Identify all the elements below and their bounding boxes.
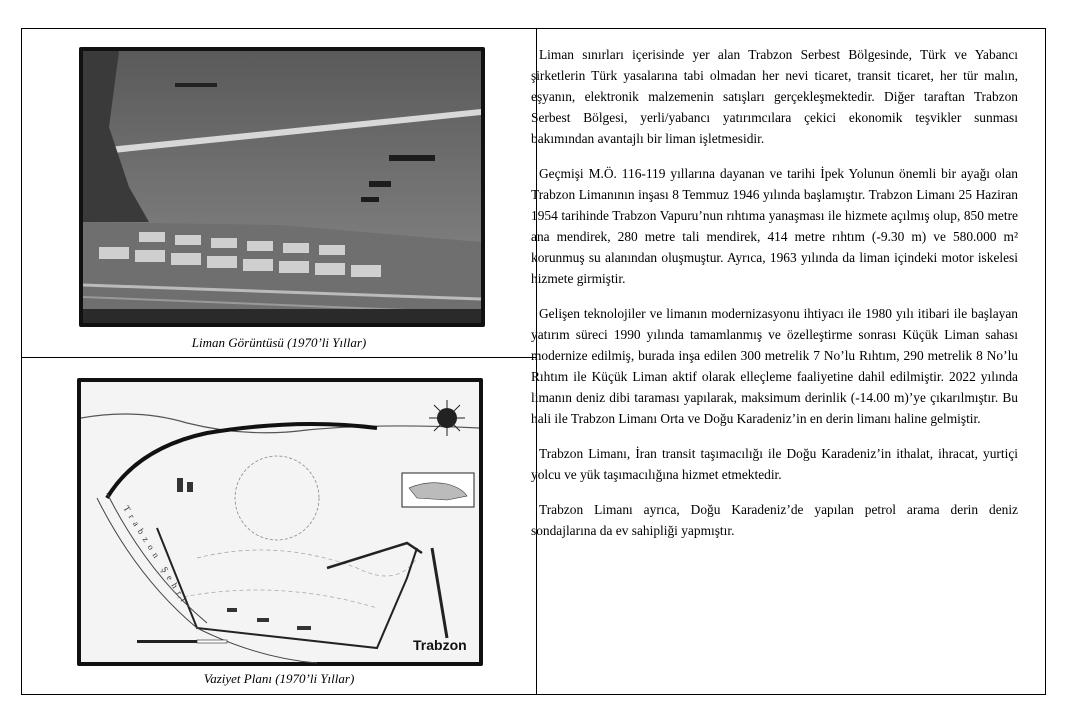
harbor-photo (79, 47, 485, 327)
map-district-label: Trabzon Şehri (121, 503, 192, 608)
map-city-label: Trabzon (413, 637, 467, 653)
photo-caption: Liman Görüntüsü (1970’li Yıllar) (191, 335, 367, 350)
paragraph: Liman sınırları içerisinde yer alan Trabzon Serbest Bölgesinde, Türk ve Yabancı şirketlerin Türk yasalarına tabi olmadan her nevi ticaret, transit ticaret, her tür malın, eşyanın, elektronik malzemenin satışları gerçekleşmektedir. Diğer taraftan Trabzon Serbest Bölgesi, yerli/yabancı yatırımcılara çekici ekonomik teşvikler sunması bakımından avantajlı bir liman işletmesidir. (531, 47, 1018, 146)
paragraph: Geçmişi M.Ö. 116-119 yıllarına dayanan ve tarihi İpek Yolunun önemli bir ayağı olan Trabzon Limanının inşası 8 Temmuz 1946 yılında başlamıştır. Trabzon Limanı 25 Haziran 1954 tarihinde Trabzon Vapuru’nun rıhtıma yanaşması ile hizmete açılmış olup, 850 metre ana mendirek, 280 metre tali mendirek, 414 metre rıhtım (-9.30 m) ve 580.000 m² korunmuş su alanından oluşmuştur. Ayrıca, 1963 yılında da liman içindeki motor iskelesi hizmete girmiştir. (531, 166, 1018, 286)
paragraph: Gelişen teknolojiler ve limanın modernizasyonu ihtiyacı ile 1980 yılı itibari ile başlayan yatırım süreci 1990 yılında tamamlanmış ve özelleştirme sonrası Küçük Liman sahası modernize edilmiş, burada inşa edilen 300 metrelik 7 No’lu Rıhtım, 290 metrelik 8 No’lu Rıhtım ile Küçük Liman aktif olarak elleçleme faaliyetine dahil edilmiştir. 2022 yılında limanın deniz dibi taraması yapılarak, maksimum derinlik (-14.00 m)’ye çıkarılmıştır. Bu hali ile Trabzon Limanı Orta ve Doğu Karadeniz’in en derin limanı haline gelmiştir. (531, 306, 1018, 426)
compass-rose-icon (429, 400, 465, 436)
row-divider (22, 357, 536, 358)
paragraph: Trabzon Limanı ayrıca, Doğu Karadeniz’de yapılan petrol arama derin deniz sondajlarına da ev sahipliği yapmıştır. (531, 502, 1018, 538)
plan-caption: Vaziyet Planı (1970’li Yıllar) (203, 671, 355, 686)
site-plan-map (77, 378, 483, 666)
scale-bar (137, 640, 227, 643)
text-column (531, 44, 1018, 555)
paragraph: Trabzon Limanı, İran transit taşımacılığı ile Doğu Karadeniz’in ithalat, ihracat, yurtiçi yolcu ve yük taşımacılığına hizmet etmektedir. (531, 446, 1018, 482)
